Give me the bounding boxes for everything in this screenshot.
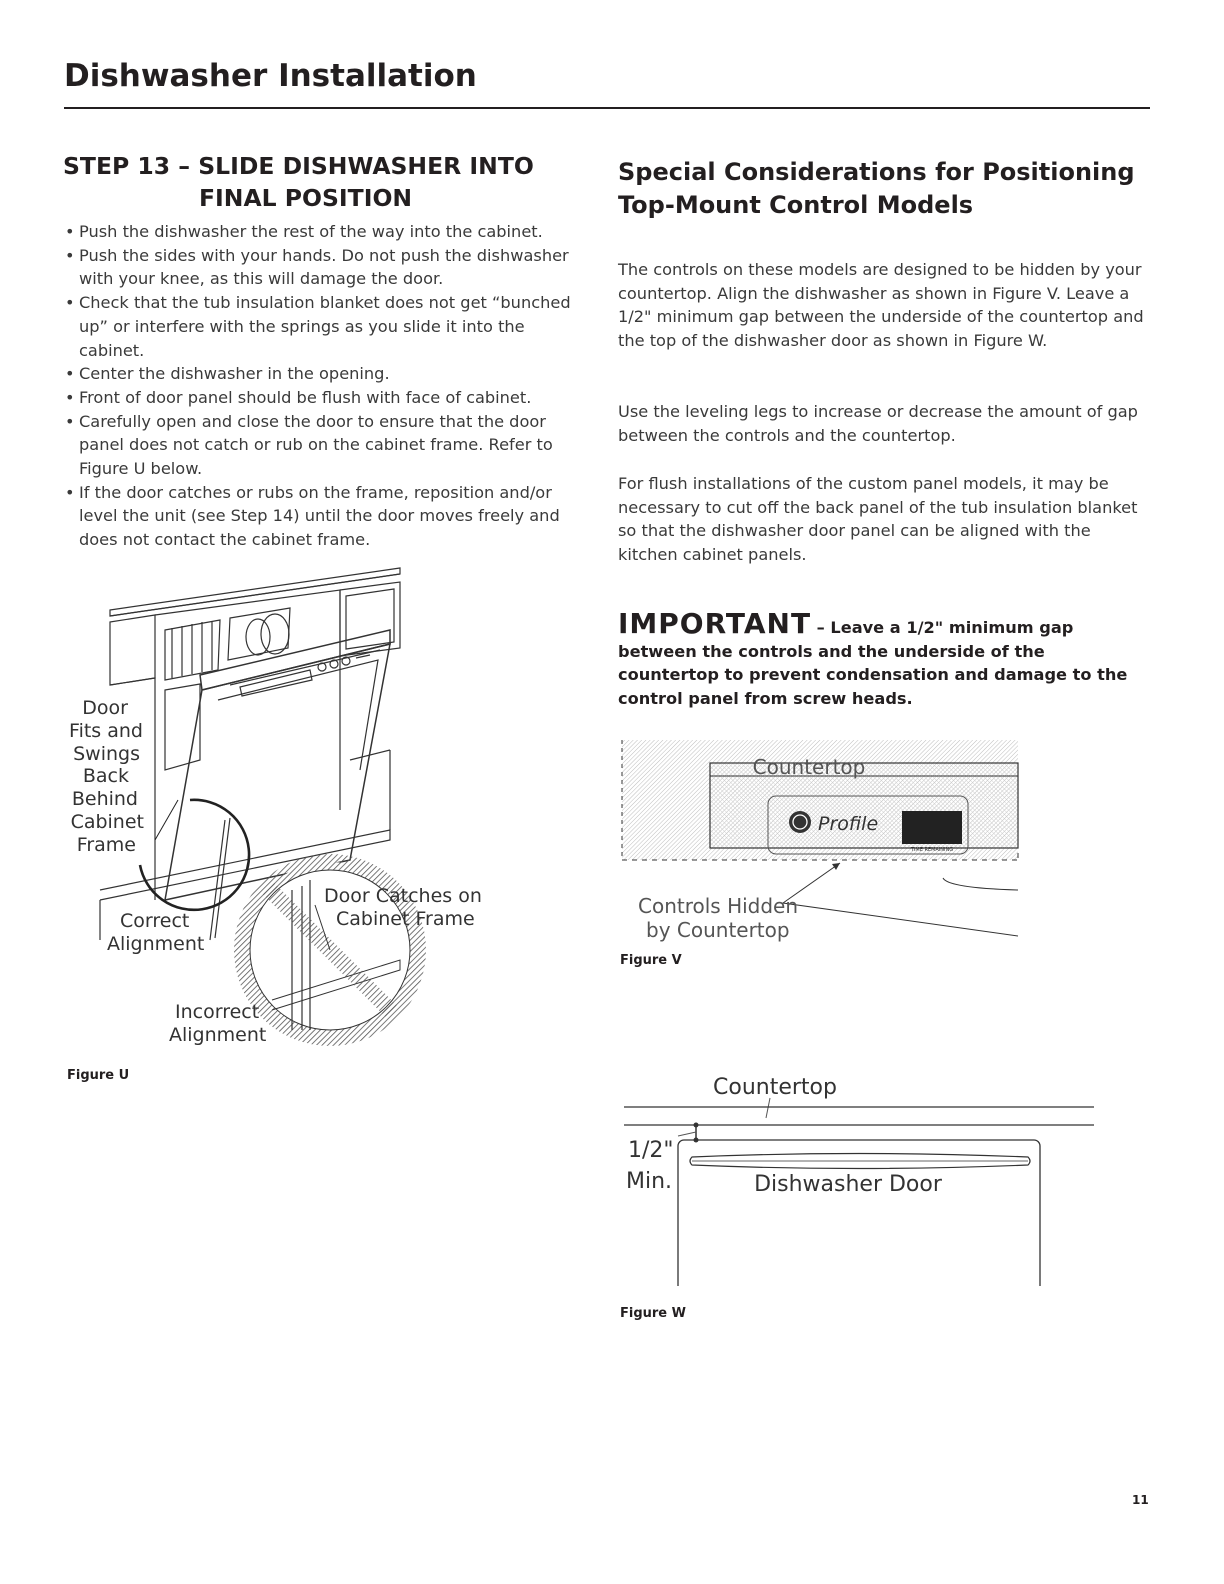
list-item: • Carefully open and close the door to ensure that the door panel does not catch or rub on the cabinet frame. Refer to Figure U below. [65,410,595,481]
label-door-4: Back [82,765,129,787]
figure-w-countertop-label: Countertop [713,1075,837,1100]
important-lead: IMPORTANT [618,607,812,640]
figure-w-caption: Figure W [620,1306,686,1321]
controls-hidden-label-1: Controls Hidden [638,894,799,918]
label-door-7: Frame [76,834,136,856]
label-catches-2: Cabinet Frame [336,908,475,930]
special-heading-line1: Special Considerations for Positioning [618,158,1135,186]
step-13-bullet-list [65,220,595,552]
dishwasher-door-outline [678,1140,1040,1293]
label-incorrect-2: Alignment [169,1024,267,1046]
label-door-3: Swings [73,743,140,765]
step-heading-line1: STEP 13 – SLIDE DISHWASHER INTO [63,152,534,180]
special-paragraph-1: The controls on these models are designed to be hidden by your countertop. Align the dishwasher as shown in Figure V. Leave a 1/2" minimum gap between the underside of the countertop and the top of the dishwasher door as shown in Figure W. [618,260,1144,351]
list-item: • Push the dishwasher the rest of the way into the cabinet. [65,220,595,244]
label-door-6: Cabinet [70,811,144,833]
figure-v-illustration [618,738,1028,948]
display-label: TIME REMAINING [910,847,954,853]
figure-u-illustration [60,560,540,1060]
figure-v-caption: Figure V [620,953,682,968]
label-door-2: Fits and [69,720,143,742]
dishwasher-door-label: Dishwasher Door [754,1172,942,1197]
label-correct-2: Alignment [107,933,205,955]
gap-label-1: 1/2" [628,1138,674,1163]
title-divider [64,107,1150,109]
figure-u-caption: Figure U [67,1068,130,1083]
list-item: • Center the dishwasher in the opening. [65,362,595,386]
special-paragraph-3: For flush installations of the custom panel models, it may be necessary to cut off the back panel of the tub insulation blanket so that the dishwasher door panel can be aligned with the kitchen cabinet panels. [618,474,1138,565]
ge-logo-icon [789,811,811,833]
gap-label-2: Min. [626,1169,673,1194]
list-item: • Front of door panel should be flush with face of cabinet. [65,386,595,410]
special-heading-line2: Top-Mount Control Models [618,191,974,219]
special-considerations-heading [618,156,1178,222]
figure-w-illustration [618,1068,1108,1293]
important-notice [618,607,1148,710]
countertop-label: Countertop [752,755,866,779]
step-heading-line2: FINAL POSITION [199,184,413,212]
controls-hidden-label-2: by Countertop [646,918,790,942]
label-catches-1: Door Catches on [324,885,482,907]
list-item: • If the door catches or rubs on the frame, reposition and/or level the unit (see Step 14) until the door moves freely and does not contact the cabinet frame. [65,481,595,552]
label-incorrect-1: Incorrect [175,1001,260,1023]
page-title: Dishwasher Installation [64,58,477,94]
list-item: • Push the sides with your hands. Do not push the dishwasher with your knee, as this will damage the door. [65,244,595,291]
label-correct-1: Correct [120,910,190,932]
label-door-1: Door [82,697,128,719]
list-item: • Check that the tub insulation blanket does not get “bunched up” or interfere with the springs as you slide it into the cabinet. [65,291,595,362]
display-screen [902,811,962,844]
page-number: 11 [1132,1493,1149,1507]
step-13-heading [63,150,583,214]
brand-label: Profile [818,813,879,835]
special-paragraph-2: Use the leveling legs to increase or decrease the amount of gap between the controls and the countertop. [618,402,1138,445]
label-door-5: Behind [71,788,138,810]
door-pointer-line [155,800,178,840]
important-text: – Leave a 1/2" minimum gap between the controls and the underside of the countertop to prevent condensation and damage to the control panel from screw heads. [618,618,1128,708]
